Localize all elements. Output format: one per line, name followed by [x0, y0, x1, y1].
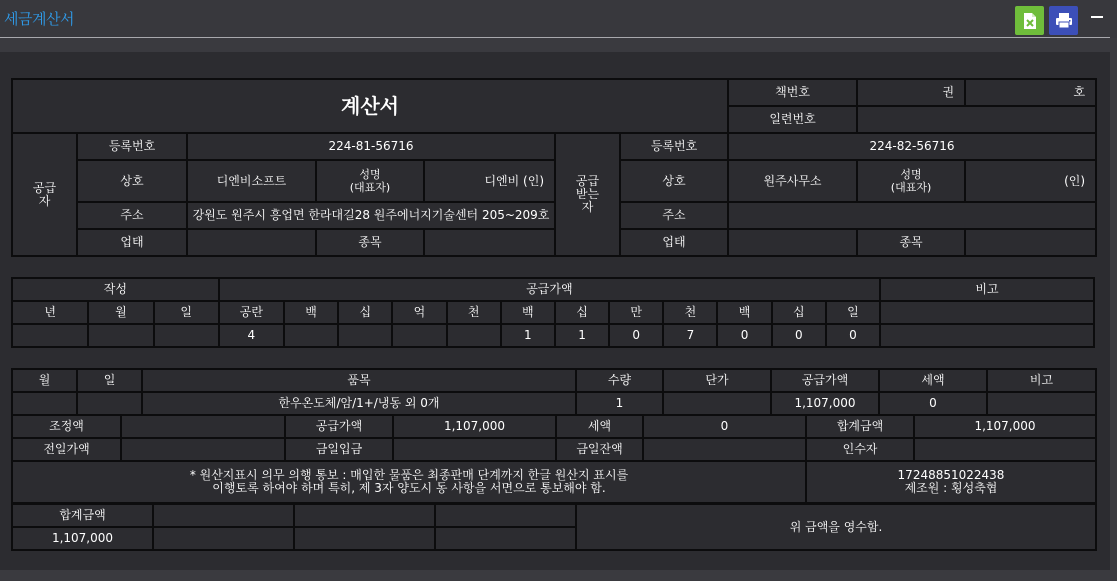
buyer-item — [965, 229, 1096, 256]
item-day — [77, 392, 142, 415]
origin-info — [806, 461, 1096, 503]
footer-empty-cell — [153, 504, 294, 527]
window-title: 세금계산서 — [4, 10, 74, 28]
document-title: 계산서 — [12, 79, 728, 133]
footer-total-value: 1,107,000 — [12, 527, 153, 550]
item-unit-price — [663, 392, 771, 415]
supplier-address-label: 주소 — [77, 202, 187, 229]
digit-col: 일 — [826, 301, 880, 324]
supplier-business — [187, 229, 316, 256]
book-unit-volume: 권 — [857, 79, 965, 106]
receiver-label: 인수자 — [806, 438, 914, 461]
buyer-reg-no: 224-82-56716 — [728, 133, 1096, 160]
digit-col: 백 — [284, 301, 338, 324]
item-supply: 1,107,000 — [771, 392, 879, 415]
item-name: 한우온도체/암/1+/냉동 외 0개 — [142, 392, 576, 415]
item-tax: 0 — [879, 392, 987, 415]
origin-notice-line2: 이행토록 하여야 하며 특히, 제 3자 양도시 동 사항을 서면으로 통보해야 함. — [212, 481, 606, 495]
supplier-item — [424, 229, 555, 256]
receiver-value — [914, 438, 1096, 461]
minimize-icon — [1091, 11, 1103, 23]
summary-supply-label: 공급가액 — [285, 415, 393, 438]
serial-number-value — [857, 106, 1096, 133]
buyer-company-label: 상호 — [620, 160, 728, 202]
origin-notice-line1: * 원산지표시 의무 의행 통보 : 매입한 물품은 최종판매 단계까지 한글 원산지 표시를 — [189, 468, 629, 482]
summary-tax-value: 0 — [643, 415, 806, 438]
today-deposit-label: 금일입금 — [285, 438, 393, 461]
item-note — [987, 392, 1096, 415]
digit-value: 0 — [772, 324, 826, 347]
table-row — [12, 392, 1096, 415]
items-header: 단가 — [663, 369, 771, 392]
buyer-business-label: 업태 — [620, 229, 728, 256]
summary-total-value: 1,107,000 — [914, 415, 1096, 438]
today-deposit-value — [393, 438, 556, 461]
buyer-address-label: 주소 — [620, 202, 728, 229]
digit-value: 4 — [219, 324, 284, 347]
summary-table — [11, 414, 1097, 504]
month-value — [88, 324, 153, 347]
book-number-label: 책번호 — [728, 79, 857, 106]
serial-number-label: 일련번호 — [728, 106, 857, 133]
receipt-text: 위 금액을 영수함. — [576, 504, 1096, 550]
digit-col: 십 — [338, 301, 392, 324]
supplier-ceo: 디엔비 (인) — [424, 160, 555, 202]
buyer-ceo-label: 성명 (대표자) — [857, 160, 965, 202]
digit-col: 십 — [772, 301, 826, 324]
maker: 제조원 : 횡성축협 — [904, 481, 998, 495]
digit-value — [338, 324, 392, 347]
items-header: 비고 — [987, 369, 1096, 392]
supplier-label: 공급 자 — [12, 133, 77, 256]
day-col: 일 — [154, 301, 219, 324]
buyer-company: 원주사무소 — [728, 160, 857, 202]
footer-table — [11, 503, 1097, 551]
day-value — [154, 324, 219, 347]
digit-value — [284, 324, 338, 347]
digit-value — [392, 324, 446, 347]
adjust-label: 조정액 — [12, 415, 121, 438]
month-col: 월 — [88, 301, 153, 324]
items-header: 월 — [12, 369, 77, 392]
digit-col: 십 — [555, 301, 609, 324]
buyer-item-label: 종목 — [857, 229, 965, 256]
print-button[interactable] — [1049, 6, 1078, 35]
item-qty: 1 — [576, 392, 663, 415]
print-icon — [1055, 12, 1073, 29]
supplier-business-label: 업태 — [77, 229, 187, 256]
trace-code: 17248851022438 — [897, 468, 1005, 482]
items-header: 품목 — [142, 369, 576, 392]
digit-col: 만 — [609, 301, 663, 324]
digit-col: 천 — [447, 301, 501, 324]
window-titlebar — [0, 0, 1117, 38]
note-value — [880, 324, 1094, 347]
supply-amount-label: 공급가액 — [219, 278, 880, 301]
items-header: 공급가액 — [771, 369, 879, 392]
amount-digit-table — [11, 277, 1095, 348]
supplier-item-label: 종목 — [316, 229, 424, 256]
year-value — [12, 324, 88, 347]
written-label: 작성 — [12, 278, 219, 301]
digit-value: 1 — [501, 324, 555, 347]
digit-col: 백 — [717, 301, 771, 324]
footer-empty-cell — [294, 504, 435, 527]
origin-notice — [12, 461, 806, 503]
year-col: 년 — [12, 301, 88, 324]
summary-total-label: 합계금액 — [806, 415, 914, 438]
summary-tax-label: 세액 — [556, 415, 643, 438]
supplier-company: 디엔비소프트 — [187, 160, 316, 202]
supplier-company-label: 상호 — [77, 160, 187, 202]
buyer-reg-label: 등록번호 — [620, 133, 728, 160]
today-balance-value — [643, 438, 806, 461]
items-table — [11, 368, 1097, 416]
footer-empty-cell — [435, 504, 576, 527]
buyer-ceo: (인) — [965, 160, 1096, 202]
footer-total-label: 합계금액 — [12, 504, 153, 527]
digit-value: 7 — [663, 324, 717, 347]
excel-export-icon — [1022, 12, 1038, 30]
footer-empty-cell — [294, 527, 435, 550]
digit-col: 천 — [663, 301, 717, 324]
digit-value: 0 — [826, 324, 880, 347]
note-label: 비고 — [880, 278, 1094, 301]
footer-empty-cell — [153, 527, 294, 550]
digit-value: 0 — [717, 324, 771, 347]
item-month — [12, 392, 77, 415]
supplier-ceo-label: 성명 (대표자) — [316, 160, 424, 202]
title-divider — [0, 37, 1110, 38]
prev-amount-value — [121, 438, 285, 461]
supplier-reg-label: 등록번호 — [77, 133, 187, 160]
buyer-label: 공급 받는 자 — [555, 133, 620, 256]
summary-supply-value: 1,107,000 — [393, 415, 556, 438]
supplier-address: 강원도 원주시 흥업면 한라대길28 원주에너지기술센터 205~209호 — [187, 202, 555, 229]
excel-export-button[interactable] — [1015, 6, 1044, 35]
digit-col: 백 — [501, 301, 555, 324]
footer-empty-cell — [435, 527, 576, 550]
minimize-button[interactable] — [1086, 6, 1108, 28]
adjust-value — [121, 415, 285, 438]
digit-value — [447, 324, 501, 347]
invoice-header-table — [11, 78, 1097, 257]
items-header: 일 — [77, 369, 142, 392]
note-col — [880, 301, 1094, 324]
items-header: 세액 — [879, 369, 987, 392]
digit-value: 1 — [555, 324, 609, 347]
supplier-reg-no: 224-81-56716 — [187, 133, 555, 160]
digit-col: 억 — [392, 301, 446, 324]
buyer-address — [728, 202, 1096, 229]
digit-col: 공란 — [219, 301, 284, 324]
digit-value: 0 — [609, 324, 663, 347]
today-balance-label: 금일잔액 — [556, 438, 643, 461]
buyer-business — [728, 229, 857, 256]
prev-amount-label: 전일가액 — [12, 438, 121, 461]
items-header: 수량 — [576, 369, 663, 392]
book-unit-number: 호 — [965, 79, 1096, 106]
